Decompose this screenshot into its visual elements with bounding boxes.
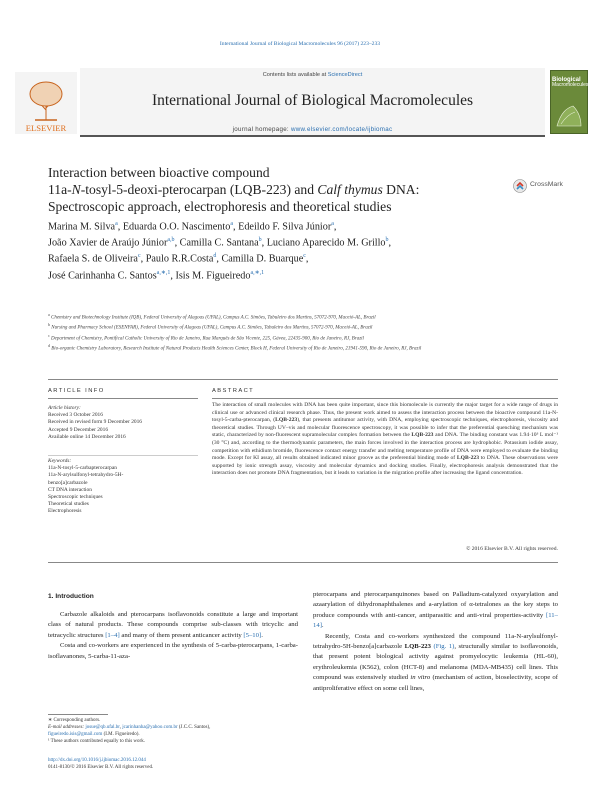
sciencedirect-link[interactable]: ScienceDirect [327, 72, 363, 78]
author-line-2: João Xavier de Araújo Júnior$^{a,b}$, Camilla C. Santana$^b$, Luciano Aparecido M. Grillo$^b$, [48, 237, 392, 249]
affiliation-item: $^a$ Chemistry and Biotechnology Institute (IQB), Federal University of Alagoas (UFAL), Campus A.C. Simões, Tabuleiro dos Martins, 57072-970, Maceió-AL, Brazil [48, 312, 376, 321]
article-history: Article history: Received 3 October 2016 Received in revised form 9 December 2016 Accepted 9 December 2016 Available online 14 December 2016 [48, 405, 143, 440]
citation-link[interactable]: [5–10] [243, 631, 262, 639]
affiliations [48, 312, 558, 353]
cover-title: Biological Macromolecules [552, 77, 589, 89]
body-column-left: Carbazole alkaloids and pterocarpans isoflavonoids constitute a large and important class of natural products. These compounds comprise sub-classes with tricyclic and tetracyclic structures [1–4] and many of them present anticancer activity [5–10]. Costa and co-workers are experienced in the synthesis of 5-carba-pterocarpans, 1-carba-isoflavanones, 5-carba-11-aza- [48, 611, 298, 660]
author-list [48, 218, 508, 283]
keyword: benzo[a]carbazole [48, 479, 88, 486]
email-link[interactable]: figueiredo.isis@gmail.com [48, 732, 103, 737]
keyword: 11a-N-tosyl-5-carbapterocarpan [48, 465, 117, 472]
keywords: Keywords: 11a-N-tosyl-5-carbapterocarpan 11a-N-arylsulfonyl-tetrahydro-5H- benzo[a]carbazole CT DNA interaction Spectroscopic techniques Theoretical studies Electrophoresis [48, 458, 198, 516]
citation-link[interactable]: [11–14] [313, 611, 558, 630]
divider [48, 379, 558, 380]
crossmark-label[interactable]: CrossMark [530, 181, 563, 188]
abstract-heading: ABSTRACT [212, 388, 255, 394]
keyword: Theoretical studies [48, 501, 89, 508]
affiliation-item: $^b$ Nursing and Pharmacy School (ESENFAR), Federal University of Alagoas (UFAL), Campus A.C. Simões, Tabuleiro dos Martins, 57072-970, Maceió-AL, Brazil [48, 322, 373, 331]
body-column-right: pterocarpans and pterocarpanquinones based on Palladium-catalyzed oxyarylation and azaarylation of dihydronaphthalenes and a-arylation of α-tetralones as the key steps to produce compounds with anti-cancer, antiparasitic and anti-viral properties-activity [11–14]. Recently, Costa and co-workers synthesized the compound 11a-N-arylsulfonyl-tetrahydro-5H-benzo[a]carbazole LQB-223 (Fig. 1), structurally similar to isoflavonoids, that present potent biological activity against promyelocytic leukemia (HL-60), erythroleukemia (K562), colon (HCT-8) and melanoma (MDA-MB435) cell lines. This compound was extensively studied in vitro (mechanism of action, bioselectivity, scope of antiproliferative effect on some cell lines, [313, 591, 558, 692]
cover-image-icon [553, 98, 585, 130]
author-line-4: José Carinhanha C. Santos$^{a,∗,1}$, Isis M. Figueiredo$^{a,∗,1}$ [48, 269, 265, 281]
affiliation-item: $^d$ Bio-organic Chemistry Laboratory, Research Institute of Natural Products Health Sciences Center, Block H, Federal University of Rio de Janeiro, 21941-590, Rio de Janeiro, RJ, Brazil [48, 342, 422, 352]
journal-title: International Journal of Biological Macromolecules [151, 92, 474, 109]
abstract-copyright: © 2016 Elsevier B.V. All rights reserved. [466, 546, 558, 552]
keyword: Spectroscopic techniques [48, 494, 103, 501]
figure-link[interactable]: (Fig. 1) [433, 643, 455, 651]
footnote-divider [48, 714, 108, 715]
elsevier-logo [15, 72, 77, 134]
doi-block: http://dx.doi.org/10.1016/j.ijbiomac.2016.12.044 0141-8130/© 2016 Elsevier B.V. All rights reserved. [48, 757, 298, 771]
contents-available: Contents lists available at ScienceDirect [262, 72, 363, 78]
keyword: CT DNA interaction [48, 486, 92, 493]
divider [212, 398, 558, 399]
crossmark-icon [514, 180, 527, 193]
article-info-heading: ARTICLE INFO [48, 388, 105, 394]
divider [48, 398, 198, 399]
divider [48, 562, 558, 563]
footnotes: ∗ Corresponding authors. E-mail addresses: josue@qb.ufal.br, jcarinhanha@yahoo.com.br (J.C.C. Santos), figueiredo.isis@gmail.com (I.M. Figueiredo). ¹ These authors contributed equally to this work. [48, 718, 211, 744]
citation-link[interactable]: [1–4] [105, 631, 120, 639]
author-line-1: Marina M. Silva$^a$, Eduarda O.O. Nascimento$^a$, Edeildo F. Silva Júnior$^a$, [48, 221, 337, 233]
journal-citation[interactable]: International Journal of Biological Macromolecules 96 (2017) 223–233 [219, 41, 381, 47]
author-line-3: Rafaela S. de Oliveira$^c$, Paulo R.R.Costa$^d$, Camilla D. Buarque$^c$, [48, 253, 309, 265]
article-title: Interaction between bioactive compound 11a-N-tosyl-5-deoxi-pterocarpan (LQB-223) and Calf thymus DNA: Spectroscopic approach, electrophoresis and theoretical studies [48, 165, 420, 214]
keyword: Electrophoresis [48, 508, 82, 515]
introduction-heading: 1. Introduction [48, 593, 94, 600]
keyword: 11a-N-arylsulfonyl-tetrahydro-5H- [48, 472, 124, 479]
email-link[interactable]: josue@qb.ufal.br [85, 725, 120, 730]
doi-link[interactable]: http://dx.doi.org/10.1016/j.ijbiomac.2016.12.044 [48, 758, 146, 763]
affiliation-item: $^c$ Department of Chemistry, Pontifical Catholic University of Rio de Janeiro, Rua Marquês de São Vicente, 225, Gávea, 22435-900, Rio de Janeiro, RJ, Brazil [48, 332, 364, 342]
abstract-text: The interaction of small molecules with DNA has been quite important, since this biomolecule is currently the major target for a wide range of drugs in clinical use or advanced clinical research phase. Thus, the present work aimed to assess the interaction process between the bioactive compound 11a-N-tosyl-5-carba-pterocarpan, (LQB-223), that presents antitumor activity, with DNA, employing spectroscopic techniques, electrophoresis, viscosity and theoretical studies. Through UV–vis and molecular fluorescence spectroscopy, it was possible to infer that the preferential quenching mechanism was static, characterized by non-fluorescent supramolecular complex formation between the LQB-223 and DNA. The binding constant was 1.94·10³ L mol⁻¹ (30 °C) and, according to the thermodynamic parameters, the main forces involved in the interaction process are hydrophobic. Potassium iodide assay, competition with ethidium bromide, fluorescence contact energy transfer and melting temperature profile of DNA were employed to evaluate the binding mode. Except for KI assay, all results obtained indicated minor groove as the preferential binding mode of LQB-223 to DNA. These observations were supported by ionic strength assay, viscosity and molecular dynamics and docking studies. Finally, electrophoresis analysis demonstrated that the interaction does not promote DNA fragmentation, but it leads to variation in the migration profile after increasing the ligand concentration. [212, 402, 558, 477]
divider [48, 455, 198, 456]
homepage-link[interactable]: www.elsevier.com/locate/ijbiomac [290, 126, 393, 133]
email-link[interactable]: jcarinhanha@yahoo.com.br [122, 725, 178, 730]
svg-text:ELSEVIER: ELSEVIER [25, 123, 67, 133]
journal-homepage: journal homepage: www.elsevier.com/locate/ijbiomac [232, 126, 393, 133]
